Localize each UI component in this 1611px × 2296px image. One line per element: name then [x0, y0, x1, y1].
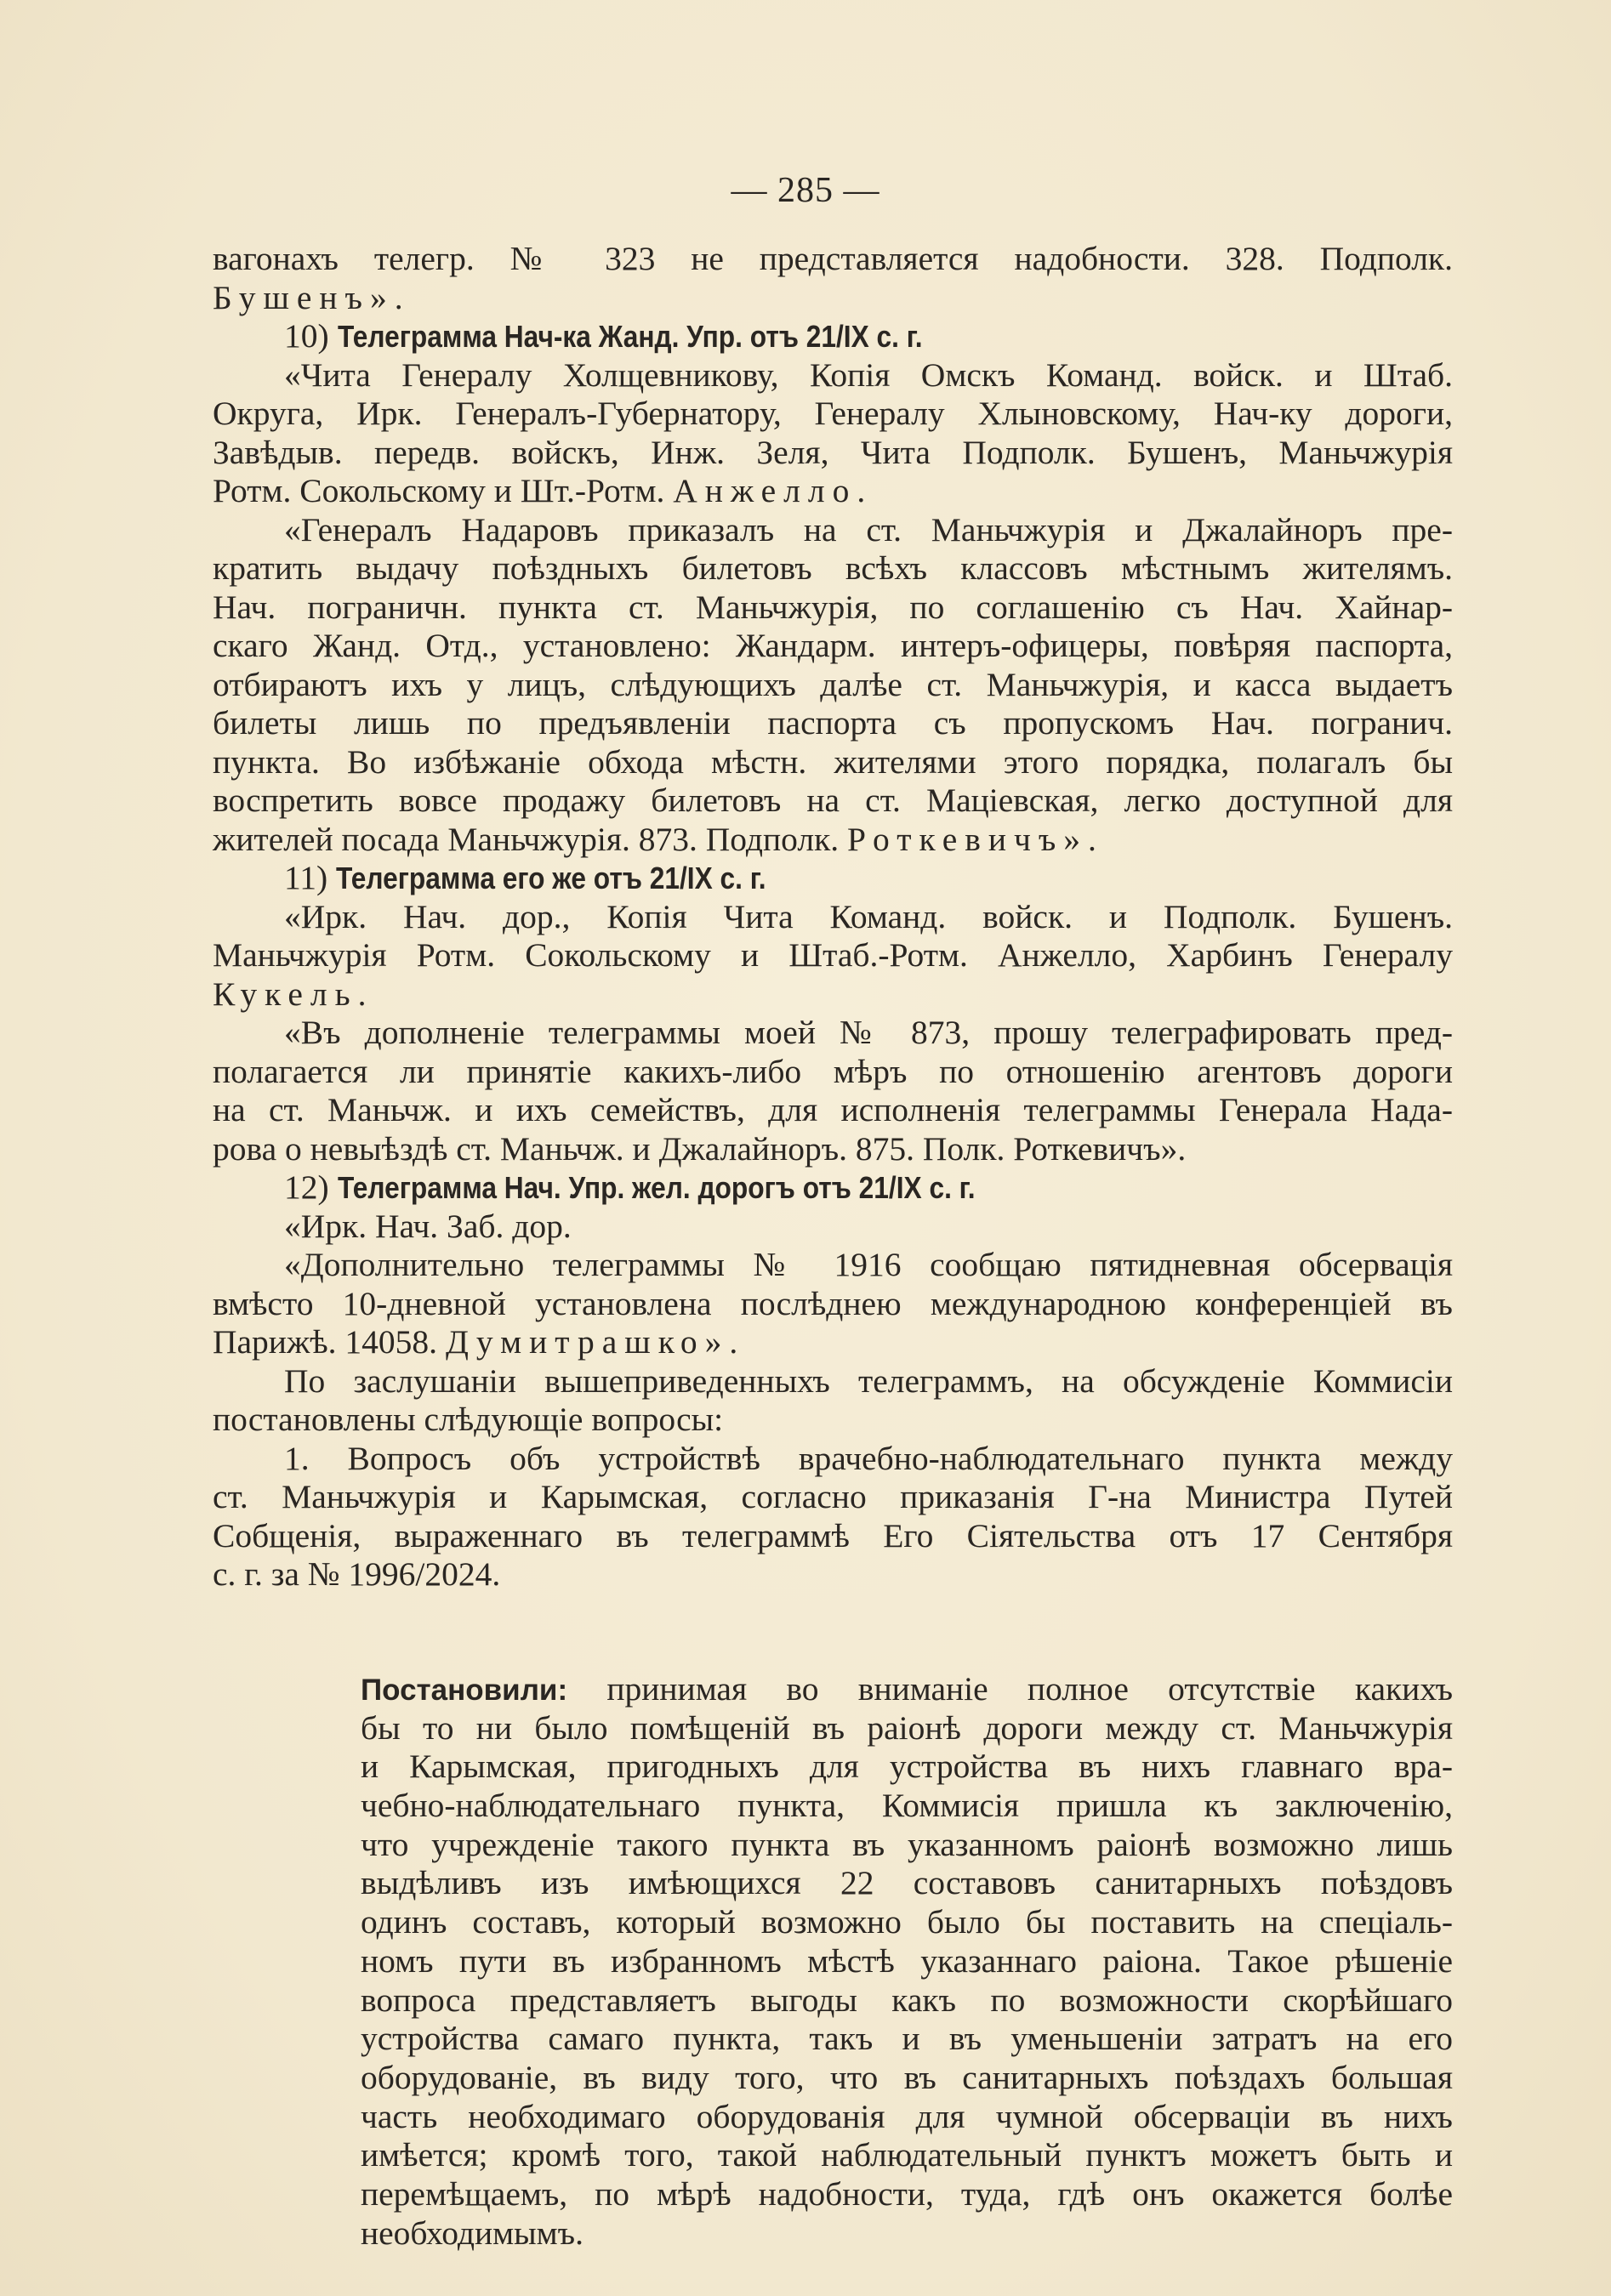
text-line: Собщенія, выраженнаго въ телеграммѣ Его Сіятельства отъ 17 Сентября — [213, 1516, 1453, 1554]
text-line: По заслушаніи вышеприведенныхъ телеграммъ, на обсужденіе Коммисіи — [284, 1361, 1453, 1400]
text-line: жителей посада Маньчжурія. 873. Подполк. Роткевичъ». — [213, 820, 1104, 858]
resolution-line: часть необходимаго оборудованія для чумной обсерваціи въ нихъ — [361, 2097, 1453, 2135]
resolution-line: вопроса представляетъ выгоды какъ по возможности скорѣйшаго — [361, 1981, 1453, 2019]
text-line: на ст. Маньчж. и ихъ семействъ, для исполненія телеграммы Генерала Нада- — [213, 1091, 1453, 1128]
text-line: вмѣсто 10-дневной установлена послѣднею международною конференціей въ — [213, 1284, 1453, 1322]
text-line: постановлены слѣдующіе вопросы: — [213, 1401, 724, 1438]
section-heading-11 — [213, 859, 1453, 898]
signature-name: Анжелло. — [673, 472, 874, 509]
resolution-line: перемѣщаемъ, по мѣрѣ надобности, туда, гдѣ онъ окажется болѣе — [361, 2174, 1453, 2213]
resolution-block — [361, 1670, 1453, 2253]
signature-name: Бушенъ». — [213, 278, 411, 316]
heading-number: 11) — [284, 859, 328, 896]
heading-text: Телеграмма его же отъ 21/IX с. г. — [336, 861, 766, 895]
resolution-line: и Карымская, пригодныхъ для устройства въ нихъ главнаго вра- — [361, 1748, 1453, 1786]
text-line: «Генералъ Надаровъ приказалъ на ст. Маньчжурія и Джалайноръ пре- — [284, 510, 1453, 548]
text-line: кратить выдачу поѣздныхъ билетовъ всѣхъ классовъ мѣстнымъ жителямъ. — [213, 549, 1453, 587]
text-line: «Ирк. Нач. Заб. дор. — [284, 1207, 572, 1245]
heading-number: 10) — [284, 317, 329, 355]
text-line: «Въ дополненіе телеграммы моей № 873, прошу телеграфировать пред- — [284, 1014, 1453, 1051]
signature-name: Роткевичъ». — [847, 820, 1104, 858]
signature-name: Кукель. — [213, 975, 374, 1013]
heading-text: Телеграмма Нач-ка Жанд. Упр. отъ 21/IX с. г. — [337, 319, 923, 354]
resolution-line: необходимымъ. — [361, 2214, 583, 2252]
resolution-line: оборудованіе, въ виду того, что въ санитарныхъ поѣздахъ большая — [361, 2058, 1453, 2096]
text-line: «Дополнительно телеграммы № 1916 сообщаю пятидневная обсервація — [284, 1246, 1453, 1283]
text-line: вагонахъ телегр. № 323 не представляется надобности. 328. Подполк. — [213, 240, 1453, 277]
text-line: «Ирк. Нач. дор., Копія Чита Команд. войск. и Подполк. Бушенъ. — [284, 897, 1453, 935]
text-line — [213, 975, 1453, 1014]
text-line: «Чита Генералу Холщевникову, Копія Омскъ Команд. войск. и Штаб. — [284, 355, 1453, 394]
text-line: Нач. пограничн. пункта ст. Маньчжурія, по соглашенію съ Нач. Хайнар- — [213, 588, 1453, 626]
text-line: Маньчжурія Ротм. Сокольскому и Штаб.-Ротм. Анжелло, Харбинъ Генералу — [213, 936, 1453, 974]
resolution-text: принимая во вниманіе полное отсутствіе какихъ — [567, 1670, 1453, 1708]
text-line: 1. Вопросъ объ устройствѣ врачебно-наблюдательнаго пункта между — [284, 1439, 1453, 1477]
main-text — [213, 240, 1453, 1594]
heading-number: 12) — [284, 1168, 329, 1206]
resolution-line: устройства самаго пункта, такъ и въ уменьшеніи затратъ на его — [361, 2020, 1453, 2058]
page-number: — 285 — — [731, 171, 880, 210]
section-heading-12 — [213, 1168, 1453, 1208]
resolution-label: Постановили: — [361, 1674, 568, 1707]
signature-name: Думитрашко». — [445, 1323, 746, 1361]
resolution-line: чебно-наблюдательнаго пункта, Коммисія пришла къ заключенію, — [361, 1787, 1453, 1825]
text-line: пункта. Во избѣжаніе обхода мѣстн. жителями этого порядка, полагалъ бы — [213, 742, 1453, 781]
resolution-line: что учрежденіе такого пункта въ указанномъ раіонѣ возможно лишь — [361, 1825, 1453, 1863]
resolution-line: бы то ни было помѣщеній въ раіонѣ дороги между ст. Маньчжурія — [361, 1708, 1453, 1747]
text-line: полагается ли принятіе какихъ-либо мѣръ по отношенію агентовъ дороги — [213, 1052, 1453, 1090]
resolution-first-line — [287, 1670, 1453, 1709]
text-line: рова о невыѣздѣ ст. Маньчж. и Джалайноръ. 875. Полк. Роткевичъ». — [213, 1129, 1187, 1168]
resolution-line: номъ пути въ избранномъ мѣстѣ указаннаго раіона. Такое рѣшеніе — [361, 1941, 1453, 1980]
text-line: скаго Жанд. Отд., установлено: Жандарм. интеръ-офицеры, повѣряя паспорта, — [213, 627, 1453, 664]
resolution-line: выдѣливъ изъ имѣющихся 22 составовъ санитарныхъ поѣздовъ — [361, 1864, 1453, 1902]
resolution-line: имѣется; кромѣ того, такой наблюдательный пунктъ можетъ быть и — [361, 2136, 1453, 2174]
text-line: Ротм. Сокольскому и Шт.-Ротм. Анжелло. — [213, 472, 874, 509]
text-line: воспретить вовсе продажу билетовъ на ст. Маціевская, легко доступной для — [213, 781, 1453, 819]
resolution-line: одинъ составъ, который возможно было бы поставить на спеціаль- — [361, 1903, 1453, 1941]
text-line — [213, 279, 1453, 318]
text-line: Завѣдыв. передв. войскъ, Инж. Зеля, Чита Подполк. Бушенъ, Маньчжурія — [213, 433, 1453, 471]
text-line: Парижѣ. 14058. Думитрашко». — [213, 1323, 746, 1361]
text-line: билеты лишь по предъявленіи паспорта съ пропускомъ Нач. погранич. — [213, 704, 1453, 742]
text-line: Округа, Ирк. Генералъ-Губернатору, Генералу Хлыновскому, Нач-ку дороги, — [213, 395, 1453, 432]
heading-text: Телеграмма Нач. Упр. жел. дорогъ отъ 21/IX с. г. — [337, 1170, 976, 1205]
text-line: ст. Маньчжурія и Карымская, согласно приказанія Г-на Министра Путей — [213, 1478, 1453, 1515]
text-line: с. г. за № 1996/2024. — [213, 1555, 501, 1593]
section-heading-10 — [213, 317, 1453, 356]
text-line: отбираютъ ихъ у лицъ, слѣдующихъ далѣе ст. Маньчжурія, и касса выдаетъ — [213, 665, 1453, 703]
